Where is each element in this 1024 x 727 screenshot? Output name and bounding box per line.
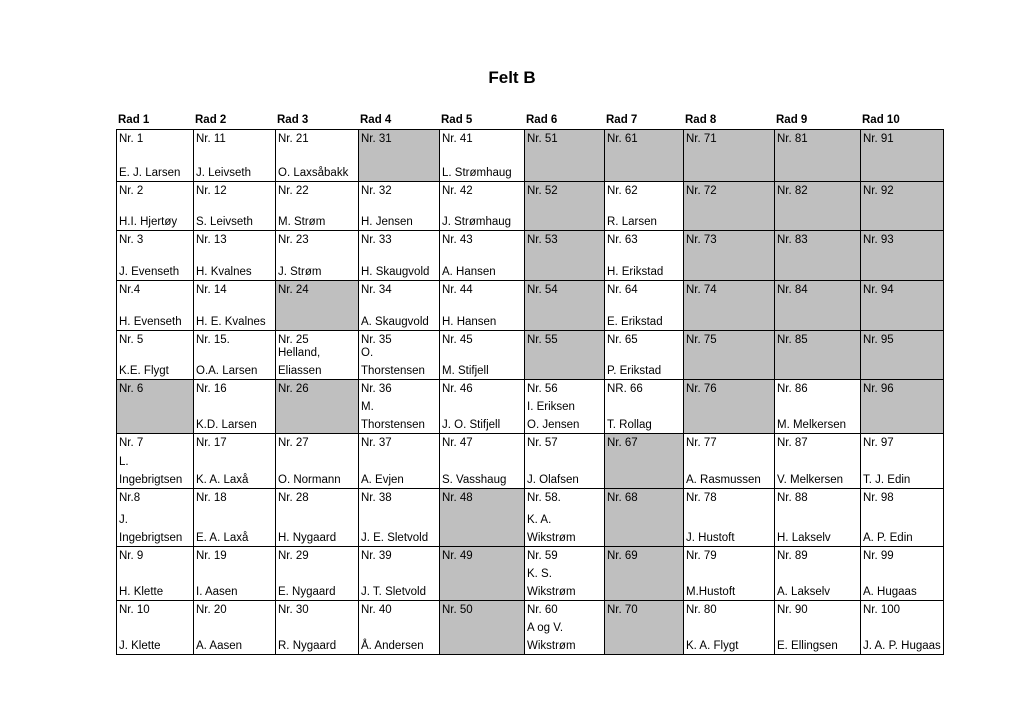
plot-owner-name: V. Melkersen bbox=[777, 474, 844, 486]
plot-number: NR. 66 bbox=[607, 383, 643, 395]
plot-cell bbox=[774, 379, 861, 434]
plot-number: Nr. 16 bbox=[196, 383, 227, 395]
plot-cell bbox=[439, 600, 525, 655]
plot-number: Nr. 17 bbox=[196, 437, 227, 449]
plot-number: Nr. 79 bbox=[686, 550, 717, 562]
plot-number: Nr. 83 bbox=[777, 234, 808, 246]
plot-cell bbox=[193, 280, 276, 331]
plot-owner-name: I. Aasen bbox=[196, 586, 238, 598]
plot-owner-name: H. Hansen bbox=[442, 316, 497, 328]
plot-cell bbox=[683, 600, 775, 655]
plot-number: Nr. 59 bbox=[527, 550, 558, 562]
plot-number: Nr. 29 bbox=[278, 550, 309, 562]
plot-cell bbox=[524, 379, 605, 434]
plot-number: Nr. 49 bbox=[442, 550, 473, 562]
plot-number: Nr. 39 bbox=[361, 550, 392, 562]
plot-cell bbox=[193, 600, 276, 655]
plot-cell bbox=[604, 230, 684, 281]
plot-cell bbox=[275, 600, 359, 655]
plot-number: Nr. 65 bbox=[607, 334, 638, 346]
plot-number: Nr. 3 bbox=[119, 234, 144, 246]
plot-number: Nr. 55 bbox=[527, 334, 558, 346]
plot-number: Nr. 93 bbox=[863, 234, 894, 246]
plot-cell bbox=[116, 600, 194, 655]
plot-number: Nr.4 bbox=[119, 284, 141, 296]
column-header: Rad 6 bbox=[526, 114, 558, 126]
plot-owner-name: H.I. Hjertøy bbox=[119, 216, 178, 228]
plot-owner-name: A og V. Wikstrøm bbox=[527, 622, 576, 652]
column-header: Rad 10 bbox=[862, 114, 900, 126]
plot-owner-name: K. A. Laxå bbox=[196, 474, 249, 486]
column-header: Rad 4 bbox=[360, 114, 392, 126]
plot-number: Nr. 57 bbox=[527, 437, 558, 449]
plot-cell bbox=[275, 129, 359, 182]
plot-owner-name: H. E. Kvalnes bbox=[196, 316, 266, 328]
plot-cell bbox=[604, 379, 684, 434]
plot-cell bbox=[116, 129, 194, 182]
plot-number: Nr. 94 bbox=[863, 284, 894, 296]
plot-cell bbox=[439, 129, 525, 182]
plot-owner-name: E. Ellingsen bbox=[777, 640, 838, 652]
plot-number: Nr. 12 bbox=[196, 185, 227, 197]
plot-cell bbox=[774, 546, 861, 601]
plot-number: Nr. 71 bbox=[686, 133, 717, 145]
plot-owner-name: M.Hustoft bbox=[686, 586, 736, 598]
plot-cell bbox=[116, 181, 194, 231]
column-header: Rad 3 bbox=[277, 114, 309, 126]
plot-cell bbox=[439, 280, 525, 331]
plot-cell bbox=[439, 330, 525, 380]
plot-cell bbox=[683, 129, 775, 182]
plot-cell bbox=[604, 546, 684, 601]
plot-cell bbox=[275, 230, 359, 281]
plot-cell bbox=[358, 330, 440, 380]
plot-cell bbox=[116, 230, 194, 281]
plot-number: Nr. 50 bbox=[442, 604, 473, 616]
plot-number: Nr. 35 bbox=[361, 334, 392, 346]
plot-cell bbox=[193, 230, 276, 281]
plot-number: Nr. 13 bbox=[196, 234, 227, 246]
plot-cell bbox=[275, 433, 359, 489]
plot-cell bbox=[860, 488, 944, 547]
plot-owner-name: A. Rasmussen bbox=[686, 474, 761, 486]
plot-owner-name: L. Strømhaug bbox=[442, 167, 512, 179]
plot-cell bbox=[683, 280, 775, 331]
plot-cell bbox=[604, 129, 684, 182]
plot-cell bbox=[358, 280, 440, 331]
plot-owner-name: A. Hugaas bbox=[863, 586, 917, 598]
plot-number: Nr. 48 bbox=[442, 492, 473, 504]
plot-cell bbox=[439, 379, 525, 434]
plot-owner-name: J. Olafsen bbox=[527, 474, 579, 486]
plot-cell bbox=[524, 181, 605, 231]
plot-number: Nr. 69 bbox=[607, 550, 638, 562]
plot-cell bbox=[604, 181, 684, 231]
plot-number: Nr. 96 bbox=[863, 383, 894, 395]
plot-number: Nr. 68 bbox=[607, 492, 638, 504]
plot-number: Nr. 87 bbox=[777, 437, 808, 449]
plot-cell bbox=[604, 433, 684, 489]
plot-cell bbox=[358, 433, 440, 489]
plot-owner-name: A. P. Edin bbox=[863, 532, 913, 544]
plot-number: Nr. 60 bbox=[527, 604, 558, 616]
plot-number: Nr. 64 bbox=[607, 284, 638, 296]
plot-owner-name: J. Strøm bbox=[278, 266, 322, 278]
plot-number: Nr. 67 bbox=[607, 437, 638, 449]
plot-owner-name: H. Nygaard bbox=[278, 532, 337, 544]
plot-cell bbox=[439, 546, 525, 601]
plot-cell bbox=[774, 129, 861, 182]
plot-cell bbox=[439, 488, 525, 547]
plot-cell bbox=[860, 600, 944, 655]
plot-cell bbox=[358, 546, 440, 601]
plot-number: Nr. 70 bbox=[607, 604, 638, 616]
plot-cell bbox=[524, 129, 605, 182]
plot-owner-name: J. Strømhaug bbox=[442, 216, 512, 228]
plot-cell bbox=[604, 600, 684, 655]
plot-number: Nr. 36 bbox=[361, 383, 392, 395]
plot-cell bbox=[358, 129, 440, 182]
plot-number: Nr. 26 bbox=[278, 383, 309, 395]
plot-owner-name: E. J. Larsen bbox=[119, 167, 181, 179]
plot-number: Nr. 85 bbox=[777, 334, 808, 346]
plot-cell bbox=[774, 330, 861, 380]
plot-owner-name: J. T. Sletvold bbox=[361, 586, 426, 598]
plot-number: Nr. 46 bbox=[442, 383, 473, 395]
plot-cell bbox=[524, 280, 605, 331]
plot-cell bbox=[439, 181, 525, 231]
plot-owner-name: A. Skaugvold bbox=[361, 316, 429, 328]
plot-owner-name: E. Nygaard bbox=[278, 586, 336, 598]
plot-number: Nr. 81 bbox=[777, 133, 808, 145]
plot-owner-name: M. Melkersen bbox=[777, 419, 847, 431]
plot-owner-name: J. A. P. Hugaas bbox=[863, 640, 941, 652]
plot-cell bbox=[524, 546, 605, 601]
plot-cell bbox=[193, 433, 276, 489]
plot-cell bbox=[358, 488, 440, 547]
plot-number: Nr. 75 bbox=[686, 334, 717, 346]
plot-cell bbox=[524, 433, 605, 489]
plot-number: Nr. 51 bbox=[527, 133, 558, 145]
plot-cell bbox=[275, 280, 359, 331]
plot-number: Nr. 53 bbox=[527, 234, 558, 246]
plot-cell bbox=[116, 546, 194, 601]
plot-owner-name: L. Ingebrigtsen bbox=[119, 456, 183, 486]
plot-cell bbox=[193, 129, 276, 182]
plot-number: Nr. 9 bbox=[119, 550, 144, 562]
plot-owner-name: E. Erikstad bbox=[607, 316, 663, 328]
plot-owner-name: O. Normann bbox=[278, 474, 341, 486]
plot-owner-name: J. E. Sletvold bbox=[361, 532, 429, 544]
plot-number: Nr. 37 bbox=[361, 437, 392, 449]
plot-cell bbox=[860, 181, 944, 231]
plot-cell bbox=[275, 546, 359, 601]
plot-number: Nr. 6 bbox=[119, 383, 144, 395]
plot-number: Nr. 18 bbox=[196, 492, 227, 504]
plot-number: Nr. 14 bbox=[196, 284, 227, 296]
plot-number: Nr. 90 bbox=[777, 604, 808, 616]
plot-cell bbox=[193, 546, 276, 601]
plot-cell bbox=[116, 330, 194, 380]
plot-number: Nr. 44 bbox=[442, 284, 473, 296]
plot-owner-name: I. Eriksen O. Jensen bbox=[527, 401, 580, 431]
plot-number: Nr. 22 bbox=[278, 185, 309, 197]
plot-cell bbox=[860, 280, 944, 331]
plot-number: Nr. 100 bbox=[863, 604, 901, 616]
plot-number: Nr. 58. bbox=[527, 492, 561, 504]
plot-owner-name: O.A. Larsen bbox=[196, 365, 258, 377]
plot-owner-name: K.E. Flygt bbox=[119, 365, 169, 377]
plot-cell bbox=[116, 379, 194, 434]
plot-owner-name: A. Evjen bbox=[361, 474, 404, 486]
plot-number: Nr. 27 bbox=[278, 437, 309, 449]
plot-number: Nr. 38 bbox=[361, 492, 392, 504]
plot-number: Nr. 1 bbox=[119, 133, 144, 145]
plot-owner-name: S. Leivseth bbox=[196, 216, 253, 228]
plot-number: Nr. 74 bbox=[686, 284, 717, 296]
plot-owner-name: M. Strøm bbox=[278, 216, 326, 228]
column-header: Rad 1 bbox=[118, 114, 150, 126]
plot-number: Nr. 2 bbox=[119, 185, 144, 197]
plot-owner-name: R. Nygaard bbox=[278, 640, 337, 652]
plot-cell bbox=[524, 600, 605, 655]
plot-owner-name: H. Lakselv bbox=[777, 532, 831, 544]
plot-number: Nr. 21 bbox=[278, 133, 309, 145]
plot-number: Nr. 30 bbox=[278, 604, 309, 616]
plot-number: Nr. 88 bbox=[777, 492, 808, 504]
plot-number: Nr. 45 bbox=[442, 334, 473, 346]
plot-number: Nr. 80 bbox=[686, 604, 717, 616]
plot-number: Nr. 28 bbox=[278, 492, 309, 504]
plot-cell bbox=[358, 379, 440, 434]
plot-owner-name: M. Stifjell bbox=[442, 365, 489, 377]
plot-cell bbox=[275, 330, 359, 380]
plot-number: Nr.8 bbox=[119, 492, 141, 504]
plot-cell bbox=[860, 379, 944, 434]
plot-cell bbox=[439, 230, 525, 281]
plot-number: Nr. 10 bbox=[119, 604, 150, 616]
plot-number: Nr. 91 bbox=[863, 133, 894, 145]
plot-cell bbox=[116, 433, 194, 489]
plot-owner-name: J. O. Stifjell bbox=[442, 419, 501, 431]
plot-cell bbox=[774, 181, 861, 231]
plot-cell bbox=[524, 330, 605, 380]
plot-cell bbox=[604, 488, 684, 547]
plot-owner-name: K.D. Larsen bbox=[196, 419, 257, 431]
plot-owner-name: M. Thorstensen bbox=[361, 401, 425, 431]
plot-number: Nr. 42 bbox=[442, 185, 473, 197]
column-header: Rad 2 bbox=[195, 114, 227, 126]
plot-cell bbox=[683, 433, 775, 489]
plot-number: Nr. 5 bbox=[119, 334, 144, 346]
plot-number: Nr. 89 bbox=[777, 550, 808, 562]
plot-owner-name: H. Klette bbox=[119, 586, 164, 598]
plot-number: Nr. 11 bbox=[196, 133, 226, 145]
plot-number: Nr. 25 bbox=[278, 334, 309, 346]
plot-owner-name: K. A. Wikstrøm bbox=[527, 514, 576, 544]
plot-number: Nr. 47 bbox=[442, 437, 473, 449]
plot-cell bbox=[683, 230, 775, 281]
plot-number: Nr. 32 bbox=[361, 185, 392, 197]
plot-owner-name: H. Evenseth bbox=[119, 316, 182, 328]
plot-cell bbox=[358, 230, 440, 281]
plot-number: Nr. 77 bbox=[686, 437, 717, 449]
plot-number: Nr. 52 bbox=[527, 185, 558, 197]
plot-owner-name: Helland, Eliassen bbox=[278, 347, 322, 377]
plot-owner-name: A. Hansen bbox=[442, 266, 496, 278]
plot-number: Nr. 31 bbox=[361, 133, 392, 145]
plot-cell bbox=[439, 433, 525, 489]
plot-owner-name: T. J. Edin bbox=[863, 474, 911, 486]
plot-cell bbox=[683, 379, 775, 434]
plot-cell bbox=[683, 330, 775, 380]
plot-number: Nr. 61 bbox=[607, 133, 638, 145]
plot-cell bbox=[524, 230, 605, 281]
plot-number: Nr. 98 bbox=[863, 492, 894, 504]
plot-owner-name: T. Rollag bbox=[607, 419, 652, 431]
plot-cell bbox=[358, 600, 440, 655]
plot-cell bbox=[860, 546, 944, 601]
plot-number: Nr. 41 bbox=[442, 133, 473, 145]
plot-owner-name: J. Evenseth bbox=[119, 266, 180, 278]
plot-number: Nr. 72 bbox=[686, 185, 717, 197]
plot-number: Nr. 76 bbox=[686, 383, 717, 395]
plot-number: Nr. 86 bbox=[777, 383, 808, 395]
plot-owner-name: J. Leivseth bbox=[196, 167, 251, 179]
plot-number: Nr. 54 bbox=[527, 284, 558, 296]
plot-number: Nr. 82 bbox=[777, 185, 808, 197]
plot-cell bbox=[774, 230, 861, 281]
column-header: Rad 5 bbox=[441, 114, 473, 126]
plot-owner-name: K. A. Flygt bbox=[686, 640, 739, 652]
plot-number: Nr. 40 bbox=[361, 604, 392, 616]
page-title: Felt B bbox=[488, 68, 536, 87]
plot-cell bbox=[860, 433, 944, 489]
plot-owner-name: H. Erikstad bbox=[607, 266, 664, 278]
plot-number: Nr. 73 bbox=[686, 234, 717, 246]
plot-cell bbox=[774, 280, 861, 331]
plot-cell bbox=[524, 488, 605, 547]
plot-number: Nr. 34 bbox=[361, 284, 392, 296]
plot-cell bbox=[774, 433, 861, 489]
plot-owner-name: J. Hustoft bbox=[686, 532, 735, 544]
plot-owner-name: S. Vasshaug bbox=[442, 474, 507, 486]
plot-owner-name: J. Klette bbox=[119, 640, 161, 652]
plot-grid-table bbox=[116, 129, 943, 654]
plot-cell bbox=[860, 330, 944, 380]
plot-number: Nr. 97 bbox=[863, 437, 894, 449]
plot-number: Nr. 15. bbox=[196, 334, 230, 346]
column-header: Rad 8 bbox=[685, 114, 717, 126]
plot-number: Nr. 84 bbox=[777, 284, 808, 296]
plot-cell bbox=[774, 600, 861, 655]
plot-number: Nr. 23 bbox=[278, 234, 309, 246]
plot-cell bbox=[275, 379, 359, 434]
plot-owner-name: R. Larsen bbox=[607, 216, 657, 228]
plot-cell bbox=[275, 488, 359, 547]
plot-cell bbox=[116, 280, 194, 331]
plot-owner-name: A. Lakselv bbox=[777, 586, 831, 598]
plot-owner-name: O. Thorstensen bbox=[361, 347, 425, 377]
plot-number: Nr. 56 bbox=[527, 383, 558, 395]
plot-cell bbox=[774, 488, 861, 547]
plot-cell bbox=[193, 181, 276, 231]
plot-owner-name: K. S. Wikstrøm bbox=[527, 568, 576, 598]
plot-owner-name: Å. Andersen bbox=[361, 640, 424, 652]
plot-number: Nr. 7 bbox=[119, 437, 144, 449]
plot-number: Nr. 33 bbox=[361, 234, 392, 246]
plot-cell bbox=[193, 488, 276, 547]
plot-owner-name: A. Aasen bbox=[196, 640, 243, 652]
plot-cell bbox=[358, 181, 440, 231]
plot-cell bbox=[683, 181, 775, 231]
column-header: Rad 9 bbox=[776, 114, 808, 126]
plot-cell bbox=[860, 129, 944, 182]
column-header: Rad 7 bbox=[606, 114, 638, 126]
plot-owner-name: J. Ingebrigtsen bbox=[119, 514, 183, 544]
plot-number: Nr. 43 bbox=[442, 234, 473, 246]
plot-cell bbox=[275, 181, 359, 231]
plot-number: Nr. 20 bbox=[196, 604, 227, 616]
plot-number: Nr. 62 bbox=[607, 185, 638, 197]
plot-owner-name: P. Erikstad bbox=[607, 365, 662, 377]
plot-number: Nr. 99 bbox=[863, 550, 894, 562]
plot-cell bbox=[604, 280, 684, 331]
plot-number: Nr. 19 bbox=[196, 550, 227, 562]
plot-owner-name: H. Skaugvold bbox=[361, 266, 430, 278]
plot-cell bbox=[193, 379, 276, 434]
plot-owner-name: O. Laxsåbakk bbox=[278, 167, 349, 179]
plot-number: Nr. 24 bbox=[278, 284, 309, 296]
plot-owner-name: H. Jensen bbox=[361, 216, 413, 228]
plot-cell bbox=[193, 330, 276, 380]
plot-number: Nr. 78 bbox=[686, 492, 717, 504]
plot-cell bbox=[683, 546, 775, 601]
plot-cell bbox=[604, 330, 684, 380]
plot-cell bbox=[683, 488, 775, 547]
plot-number: Nr. 95 bbox=[863, 334, 894, 346]
plot-cell bbox=[860, 230, 944, 281]
plot-number: Nr. 92 bbox=[863, 185, 894, 197]
plot-number: Nr. 63 bbox=[607, 234, 638, 246]
plot-cell bbox=[116, 488, 194, 547]
plot-owner-name: E. A. Laxå bbox=[196, 532, 249, 544]
plot-owner-name: H. Kvalnes bbox=[196, 266, 252, 278]
